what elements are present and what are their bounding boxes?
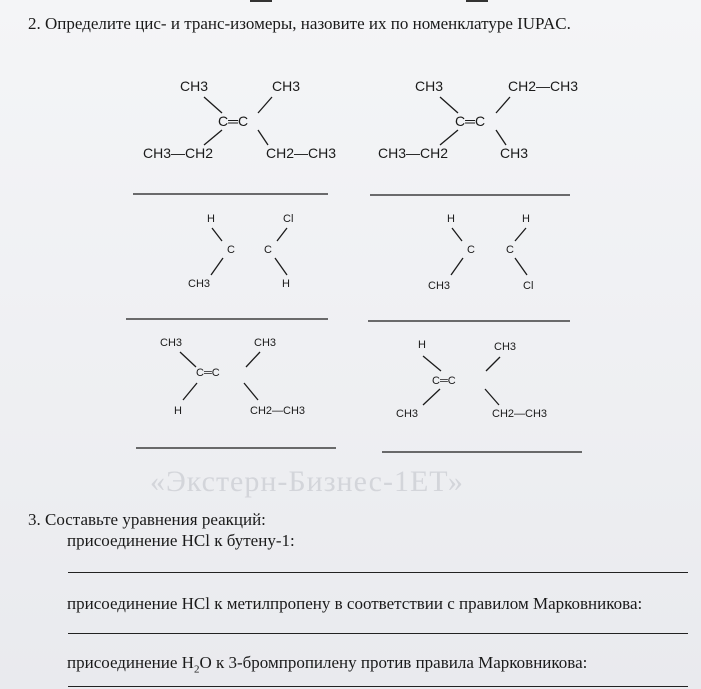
struct-e-upper-left: CH3 [160,337,183,349]
structure-c [188,213,293,290]
reaction-3-text-end: O к 3-бромпропилену против правила Марковникова: [199,653,588,672]
struct-a-lower-right: CH2—CH3 [266,145,337,161]
struct-c-carbon-1: C [227,244,235,256]
structure-b [378,78,578,161]
struct-b-double-bond: C═C [455,113,486,129]
struct-f-double-bond: C═C [432,375,456,387]
struct-d-carbon-2: C [506,244,514,256]
struct-a-lower-left: CH3—CH2 [143,145,214,161]
struct-b-upper-left: CH3 [415,78,444,94]
reaction-2-prompt: присоединение HCl к метилпропену в соответствии с правилом Марковникова: [67,594,643,613]
struct-f-upper-left: H [418,339,426,351]
struct-e-lower-right: CH2—CH3 [250,405,306,417]
struct-f-upper-right: CH3 [494,341,517,353]
reaction-3-text-start: присоединение H [67,653,194,672]
struct-e-double-bond: C═C [196,367,220,379]
struct-f-lower-right: CH2—CH3 [492,408,548,420]
background-watermark: «Экстерн-Бизнес-1ЕТ» [150,465,464,498]
task-2-heading: 2. Определите цис- и транс-изомеры, назовите их по номенклатуре IUPAC. [28,14,571,33]
task-3-heading: 3. Составьте уравнения реакций: [28,510,266,529]
struct-d-upper-right: H [522,213,530,225]
struct-c-lower-right: H [282,278,290,290]
struct-b-upper-right: CH2—CH3 [508,78,579,94]
structure-f [396,339,547,420]
reaction-1-prompt: присоединение HCl к бутену-1: [67,531,295,550]
struct-e-lower-left: H [174,405,182,417]
struct-a-upper-left: CH3 [180,78,209,94]
reaction-3-subscript: 2 [193,663,200,676]
struct-f-lower-left: CH3 [396,408,419,420]
struct-d-upper-left: H [447,213,455,225]
struct-d-carbon-1: C [467,244,475,256]
reaction-3-prompt [67,653,587,675]
struct-c-upper-left: H [207,213,215,225]
struct-c-lower-left: CH3 [188,278,211,290]
struct-a-upper-right: CH3 [272,78,301,94]
struct-e-upper-right: CH3 [254,337,277,349]
reaction-2-answer-line [68,633,688,634]
struct-b-lower-left: CH3—CH2 [378,145,449,161]
struct-c-carbon-2: C [264,244,272,256]
structure-a [143,78,336,161]
struct-a-double-bond: C═C [218,113,249,129]
reaction-3-answer-line [68,686,688,687]
struct-d-lower-right: Cl [523,280,534,292]
struct-c-upper-right: Cl [283,213,294,225]
reaction-1-answer-line [68,572,688,573]
structure-d [428,213,533,292]
struct-d-lower-left: CH3 [428,280,451,292]
structure-e [160,337,305,417]
struct-b-lower-right: CH3 [500,145,529,161]
